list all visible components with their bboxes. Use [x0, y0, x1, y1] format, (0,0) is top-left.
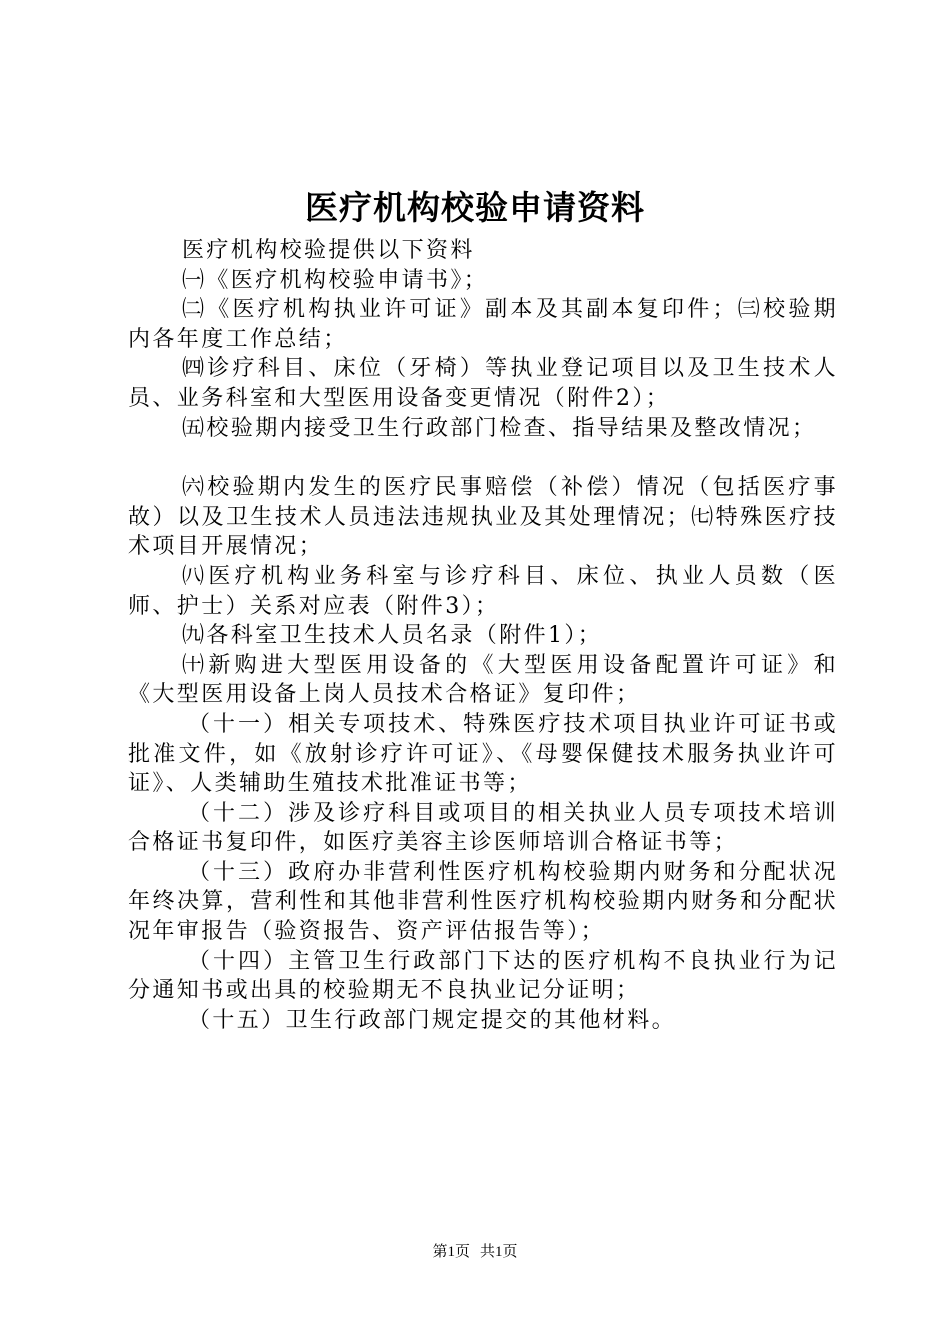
list-item-9: ㈨各科室卫生技术人员名录（附件1）； — [182, 623, 603, 649]
document-title: 医疗机构校验申请资料 — [305, 188, 645, 227]
list-item-8: ㈧医疗机构业务科室与诊疗科目、床位、执业人员数（医师、护士）关系对应表（附件3）； — [128, 563, 838, 619]
document-body — [128, 236, 838, 1035]
list-item-11: （十一）相关专项技术、特殊医疗技术项目执业许可证书或批准文件，如《放射诊疗许可证》、《母婴保健技术服务执业许可证》、人类辅助生殖技术批准证书等； — [128, 711, 838, 797]
list-item-1: ㈠《医疗机构校验申请书》； — [182, 267, 489, 293]
list-item-5: ㈤校验期内接受卫生行政部门检查、指导结果及整改情况； — [182, 415, 817, 441]
list-item-12: （十二）涉及诊疗科目或项目的相关执业人员专项技术培训合格证书复印件，如医疗美容主诊医师培训合格证书等； — [128, 800, 838, 856]
page-footer — [0, 1242, 950, 1262]
list-item-2-3: ㈡《医疗机构执业许可证》副本及其副本复印件；㈢校验期内各年度工作总结； — [128, 297, 838, 352]
page-number: 第1页 — [432, 1244, 470, 1260]
list-item-13: （十三）政府办非营利性医疗机构校验期内财务和分配状况年终决算，营利性和其他非营利性医疗机构校验期内财务和分配状况年审报告（验资报告、资产评估报告等）； — [128, 859, 838, 945]
list-item-14: （十四）主管卫生行政部门下达的医疗机构不良执业行为记分通知书或出具的校验期无不良执业记分证明； — [128, 948, 838, 1004]
list-item-4: ㈣诊疗科目、床位（牙椅）等执业登记项目以及卫生技术人员、业务科室和大型医用设备变更情况（附件2）； — [128, 356, 838, 411]
page-total: 共1页 — [480, 1244, 518, 1260]
list-item-15: （十五）卫生行政部门规定提交的其他材料。 — [188, 1007, 677, 1033]
list-item-6-7: ㈥校验期内发生的医疗民事赔偿（补偿）情况（包括医疗事故）以及卫生技术人员违法违规执业及其处理情况；㈦特殊医疗技术项目开展情况； — [128, 475, 838, 560]
list-item-10: ㈩新购进大型医用设备的《大型医用设备配置许可证》和《大型医用设备上岗人员技术合格证》复印件； — [128, 652, 838, 708]
paragraph-intro: 医疗机构校验提供以下资料 — [182, 238, 475, 263]
